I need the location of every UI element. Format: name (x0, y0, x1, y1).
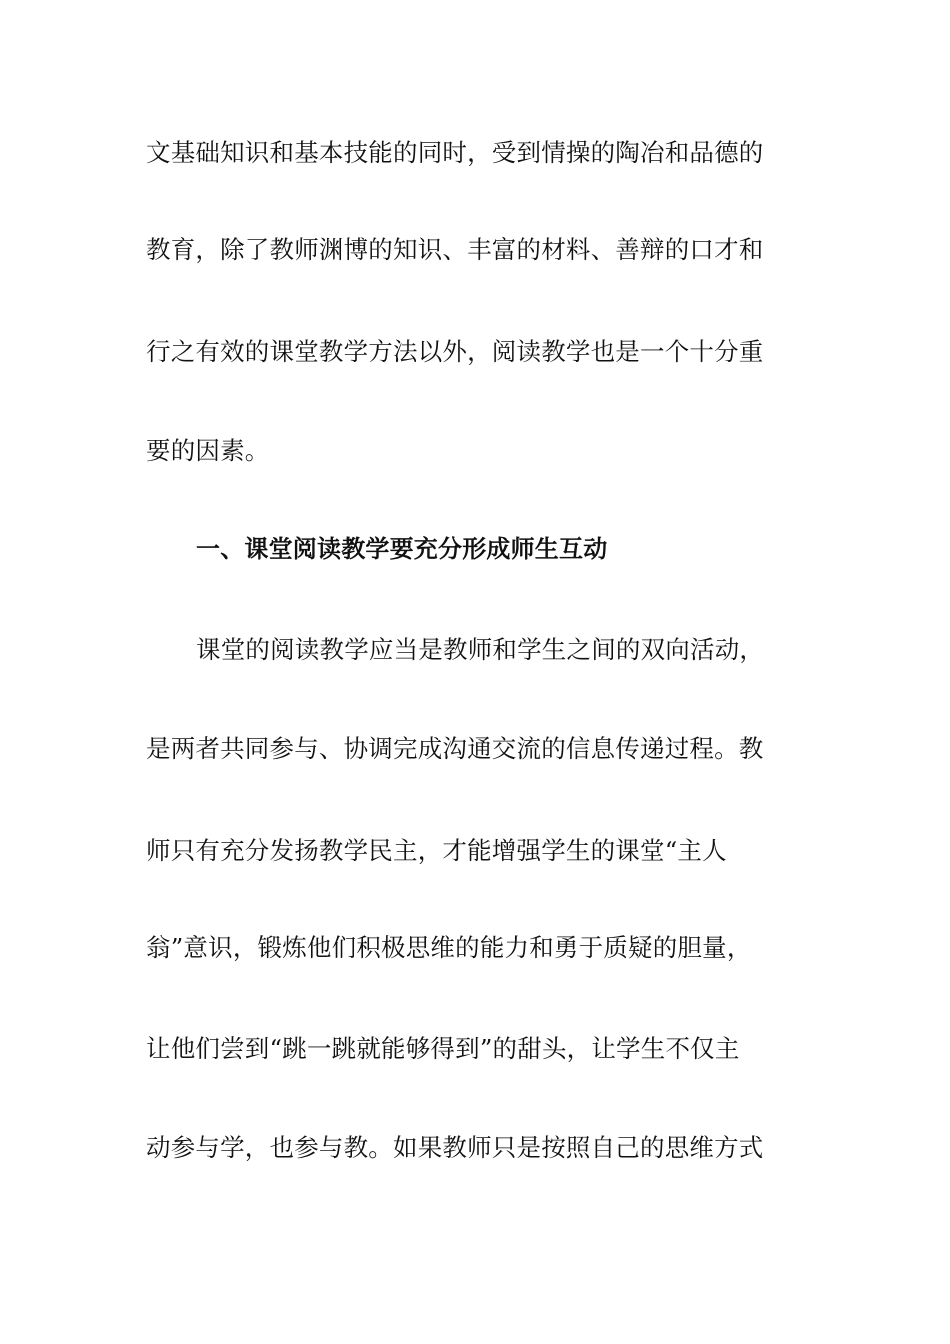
paragraph-line: 要的因素。 (146, 436, 270, 465)
paragraph-line: 行之有效的课堂教学方法以外，阅读教学也是一个十分重 (146, 337, 764, 366)
paragraph-line: 动参与学，也参与教。如果教师只是按照自己的思维方式 (146, 1133, 764, 1162)
paragraph-line: 翁”意识，锻炼他们积极思维的能力和勇于质疑的胆量， (146, 933, 752, 962)
paragraph-line: 文基础知识和基本技能的同时，受到情操的陶冶和品德的 (146, 138, 764, 167)
paragraph-line: 课堂的阅读教学应当是教师和学生之间的双向活动， (196, 635, 765, 664)
paragraph-line: 师只有充分发扬教学民主，才能增强学生的课堂“主人 (146, 836, 727, 865)
section-heading: 一、课堂阅读教学要充分形成师生互动 (196, 535, 608, 563)
paragraph-line: 教育，除了教师渊博的知识、丰富的材料、善辩的口才和 (146, 235, 764, 264)
paragraph-line: 让他们尝到“跳一跳就能够得到”的甜头，让学生不仅主 (146, 1034, 740, 1063)
paragraph-line: 是两者共同参与、协调完成沟通交流的信息传递过程。教 (146, 734, 764, 763)
